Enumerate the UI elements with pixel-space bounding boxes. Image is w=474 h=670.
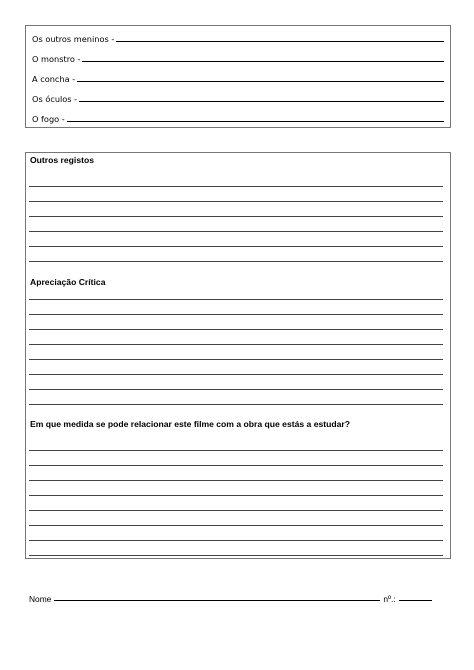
writing-line[interactable] [29,299,443,300]
writing-line[interactable] [29,344,443,345]
name-label: Nome [29,594,52,604]
writing-line[interactable] [29,525,443,526]
writing-line[interactable] [29,555,443,556]
symbol-label: A concha - [32,74,76,84]
writing-line[interactable] [29,186,443,187]
writing-line[interactable] [29,450,443,451]
writing-line[interactable] [29,314,443,315]
symbol-row-outros-meninos [32,30,444,44]
writing-line[interactable] [29,404,443,405]
answer-line[interactable] [67,121,444,122]
number-field-line[interactable] [399,600,432,601]
symbol-row-monstro [32,50,444,64]
student-info-footer [29,590,439,604]
writing-line[interactable] [29,495,443,496]
writing-line[interactable] [29,359,443,360]
answer-line[interactable] [82,61,444,62]
writing-line[interactable] [29,374,443,375]
symbol-label: O monstro - [32,54,81,64]
writing-line[interactable] [29,261,443,262]
writing-line[interactable] [29,480,443,481]
writing-line[interactable] [29,231,443,232]
symbol-label: O fogo - [32,114,65,124]
section-title-apreciacao-critica: Apreciação Crítica [30,277,106,287]
symbols-box [25,25,451,128]
section-title-relacao-obra: Em que medida se pode relacionar este filme com a obra que estás a estudar? [30,419,350,429]
symbol-label: Os óculos - [32,94,78,104]
answer-line[interactable] [77,81,444,82]
writing-line[interactable] [29,201,443,202]
writing-line[interactable] [29,510,443,511]
symbol-row-oculos [32,90,444,104]
symbol-row-fogo [32,110,444,124]
name-field-line[interactable] [54,600,380,601]
writing-line[interactable] [29,329,443,330]
writing-line[interactable] [29,216,443,217]
writing-line[interactable] [29,465,443,466]
writing-box [25,152,451,559]
writing-line[interactable] [29,389,443,390]
symbol-label: Os outros meninos - [32,34,115,44]
writing-line[interactable] [29,540,443,541]
answer-line[interactable] [116,41,444,42]
answer-line[interactable] [79,101,444,102]
number-label: nº.: [383,594,396,604]
writing-line[interactable] [29,246,443,247]
symbol-row-concha [32,70,444,84]
section-title-outros-registos: Outros registos [30,155,94,165]
